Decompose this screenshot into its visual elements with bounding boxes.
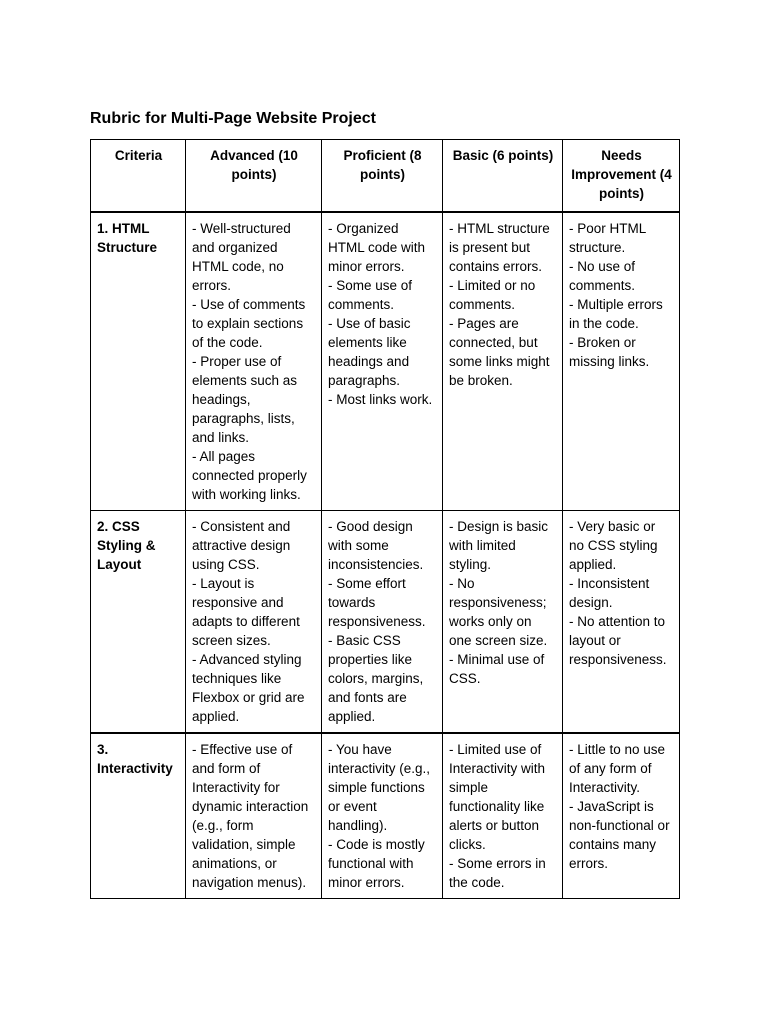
page-title: Rubric for Multi-Page Website Project bbox=[90, 110, 376, 127]
advanced-cell: - Consistent and attractive design using CSS. - Layout is responsive and adapts to different screen sizes. - Advanced styling techniques like Flexbox or grid are applied. bbox=[186, 511, 322, 734]
basic-cell: - HTML structure is present but contains errors. - Limited or no comments. - Pages are connected, but some links might be broken. bbox=[443, 212, 563, 511]
criteria-cell: 1. HTML Structure bbox=[91, 212, 186, 511]
basic-cell: - Design is basic with limited styling. - No responsiveness; works only on one screen size. - Minimal use of CSS. bbox=[443, 511, 563, 734]
criteria-cell: 3. Interactivity bbox=[91, 733, 186, 899]
header-basic: Basic (6 points) bbox=[443, 140, 563, 213]
proficient-cell: - Good design with some inconsistencies. - Some effort towards responsiveness. - Basic CSS properties like colors, margins, and fonts are applied. bbox=[322, 511, 443, 734]
criteria-cell: 2. CSS Styling & Layout bbox=[91, 511, 186, 734]
table-header-row bbox=[91, 140, 680, 213]
rubric-table bbox=[90, 139, 680, 899]
header-proficient: Proficient (8 points) bbox=[322, 140, 443, 213]
basic-cell: - Limited use of Interactivity with simple functionality like alerts or button clicks. - Some errors in the code. bbox=[443, 733, 563, 899]
header-advanced: Advanced (10 points) bbox=[186, 140, 322, 213]
advanced-cell: - Effective use of and form of Interactivity for dynamic interaction (e.g., form validation, simple animations, or navigation menus). bbox=[186, 733, 322, 899]
needs-improvement-cell: - Poor HTML structure. - No use of comments. - Multiple errors in the code. - Broken or missing links. bbox=[563, 212, 680, 511]
needs-improvement-cell: - Very basic or no CSS styling applied. - Inconsistent design. - No attention to layout or responsiveness. bbox=[563, 511, 680, 734]
header-needs-improvement: Needs Improvement (4 points) bbox=[563, 140, 680, 213]
proficient-cell: - Organized HTML code with minor errors. - Some use of comments. - Use of basic elements like headings and paragraphs. - Most links work. bbox=[322, 212, 443, 511]
table-row bbox=[91, 733, 680, 899]
table-row bbox=[91, 511, 680, 734]
table-row bbox=[91, 212, 680, 511]
header-criteria: Criteria bbox=[91, 140, 186, 213]
advanced-cell: - Well-structured and organized HTML code, no errors. - Use of comments to explain sections of the code. - Proper use of elements such as headings, paragraphs, lists, and links. - All pages connected properly with working links. bbox=[186, 212, 322, 511]
needs-improvement-cell: - Little to no use of any form of Interactivity. - JavaScript is non-functional or contains many errors. bbox=[563, 733, 680, 899]
proficient-cell: - You have interactivity (e.g., simple functions or event handling). - Code is mostly functional with minor errors. bbox=[322, 733, 443, 899]
